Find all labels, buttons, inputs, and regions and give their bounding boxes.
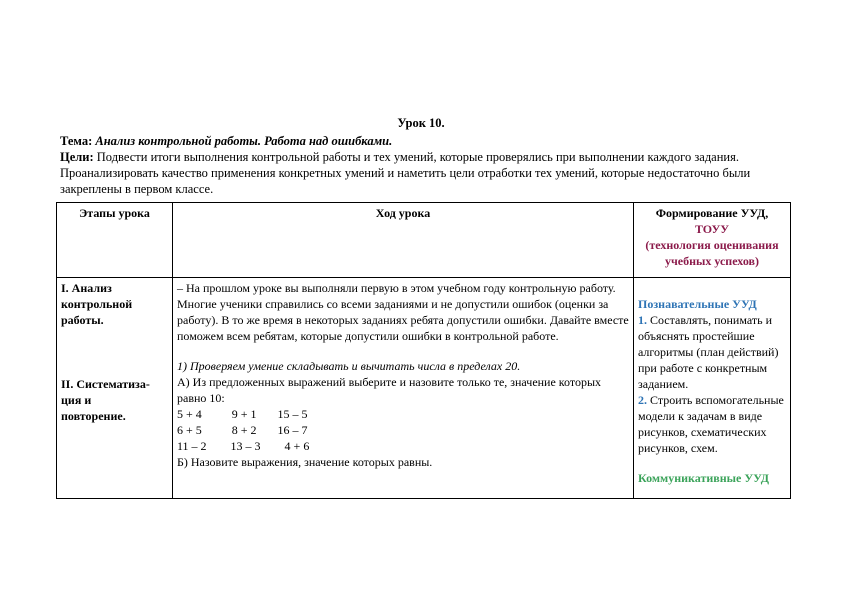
header-lesson-flow: Ход урока [173, 203, 634, 278]
header-uud-line4: учебных успехов) [664, 254, 760, 268]
lesson-table [56, 202, 791, 499]
uud-cognitive-title: Познавательные УУД [638, 297, 757, 311]
header-uud [634, 203, 791, 278]
uud-item-2-text: Строить вспомогательные модели к задачам в виде рисунков, схематических рисунков, схем. [638, 393, 784, 455]
header-stages: Этапы урока [57, 203, 173, 278]
uud-item-1-text: Составлять, понимать и объяснять простейшие алгоритмы (план действий) при работе с конкретным заданием. [638, 313, 779, 391]
stage2-line3: повторение. [61, 409, 126, 423]
table-row [57, 278, 791, 499]
stage2-line2: ция и [61, 393, 92, 407]
task1-a: А) Из предложенных выражений выберите и назовите только те, значение которых равно 10: [177, 375, 602, 405]
expression-row-1: 5 + 4 9 + 1 15 – 5 [177, 407, 308, 421]
topic-line [60, 133, 780, 149]
expression-row-2: 6 + 5 8 + 2 16 – 7 [177, 423, 308, 437]
uud-item-2-num: 2. [638, 393, 647, 407]
uud-item-2 [638, 392, 786, 456]
stage2-line1: II. Систематиза- [61, 377, 150, 391]
expression-row-3: 11 – 2 13 – 3 4 + 6 [177, 439, 310, 453]
lesson-flow-cell [173, 278, 634, 499]
uud-item-1 [638, 312, 786, 392]
topic-label: Тема: [60, 134, 93, 148]
header-uud-line3: (технология оценивания [645, 238, 779, 252]
header-uud-line2: ТОУУ [694, 222, 730, 236]
lesson-title: Урок 10. [397, 116, 445, 130]
uud-communicative-title: Коммуникативные УУД [638, 471, 770, 485]
goals-paragraph [60, 149, 780, 197]
goals-text: Подвести итоги выполнения контрольной работы и тех умений, которые проверялись при выполнении каждого задания. Проанализировать качество применения конкретных умений и наметить цели отработки тех умений, которые недостаточно были закреплены в первом классе. [60, 150, 751, 196]
header-uud-line1: Формирование УУД, [655, 206, 769, 220]
task1-b: Б) Назовите выражения, значение которых равны. [177, 455, 433, 469]
topic-text: Анализ контрольной работы. Работа над ошибками. [95, 134, 393, 148]
table-header-row [57, 203, 791, 278]
stage1-line2: контрольной [61, 297, 133, 311]
goals-label: Цели: [60, 150, 94, 164]
task1-title: 1) Проверяем умение складывать и вычитать числа в пределах 20. [177, 359, 521, 373]
stage1-line1: I. Анализ [61, 281, 112, 295]
uud-item-1-num: 1. [638, 313, 647, 327]
intro-text: – На прошлом уроке вы выполняли первую в этом учебном году контрольную работу. Многие ученики справились со всеми заданиями и не допустили ошибок (оценки за работу). В то же время в некоторых заданиях ребята допустили ошибки. Давайте вместе поможем всем ребятам, которые допустили ошибки в контрольной работе. [177, 281, 629, 343]
stages-cell [57, 278, 173, 499]
stage1-line3: работы. [61, 313, 104, 327]
uud-cell [634, 278, 791, 499]
